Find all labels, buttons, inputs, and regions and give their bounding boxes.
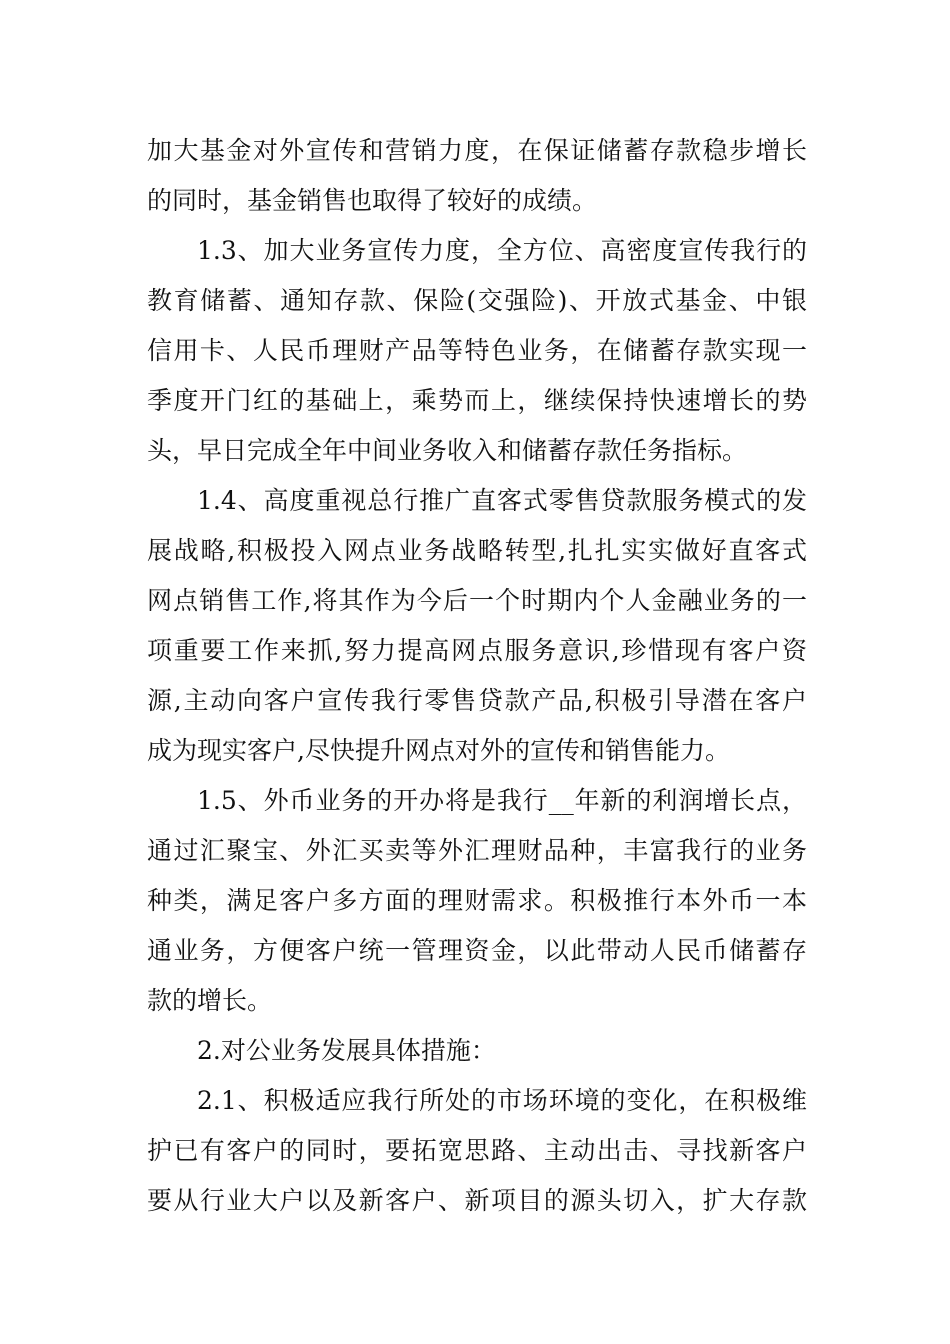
text-line-7: 头，早日完成全年中间业务收入和储蓄存款任务指标。 — [147, 436, 748, 465]
text-line-15: 通过汇聚宝、外汇买卖等外汇理财品种，丰富我行的业务 — [147, 836, 807, 865]
text-line-13: 成为现实客户,尽快提升网点对外的宣传和销售能力。 — [147, 736, 730, 765]
text-line-3: 1.3、加大业务宣传力度，全方位、高密度宣传我行的 — [197, 236, 807, 265]
text-line-20: 2.1、积极适应我行所处的市场环境的变化，在积极维 — [197, 1086, 807, 1115]
text-line-6: 季度开门红的基础上，乘势而上，继续保持快速增长的势 — [147, 386, 807, 415]
text-line-1: 加大基金对外宣传和营销力度，在保证储蓄存款稳步增长 — [147, 136, 807, 165]
text-line-9: 展战略,积极投入网点业务战略转型,扎扎实实做好直客式 — [147, 536, 807, 565]
text-line-2: 的同时，基金销售也取得了较好的成绩。 — [147, 186, 598, 215]
text-line-16: 种类，满足客户多方面的理财需求。积极推行本外币一本 — [147, 886, 807, 915]
text-line-8: 1.4、高度重视总行推广直客式零售贷款服务模式的发 — [197, 486, 807, 515]
text-line-4: 教育储蓄、通知存款、保险(交强险)、开放式基金、中银 — [147, 286, 807, 315]
text-line-10: 网点销售工作,将其作为今后一个时期内个人金融业务的一 — [147, 586, 807, 615]
text-line-18: 款的增长。 — [147, 986, 273, 1015]
text-line-12: 源,主动向客户宣传我行零售贷款产品,积极引导潜在客户 — [147, 686, 807, 715]
section-heading: 2.对公业务发展具体措施： — [197, 1036, 496, 1065]
text-line-5: 信用卡、人民币理财产品等特色业务，在储蓄存款实现一 — [147, 336, 807, 365]
text-line-11: 项重要工作来抓,努力提高网点服务意识,珍惜现有客户资 — [147, 636, 807, 665]
text-line-22: 要从行业大户以及新客户、新项目的源头切入，扩大存款 — [147, 1186, 807, 1215]
text-line-17: 通业务，方便客户统一管理资金，以此带动人民币储蓄存 — [147, 936, 807, 965]
text-line-21: 护已有客户的同时，要拓宽思路、主动出击、寻找新客户 — [147, 1136, 807, 1165]
text-line-14: 1.5、外币业务的开办将是我行__年新的利润增长点， — [197, 786, 807, 815]
